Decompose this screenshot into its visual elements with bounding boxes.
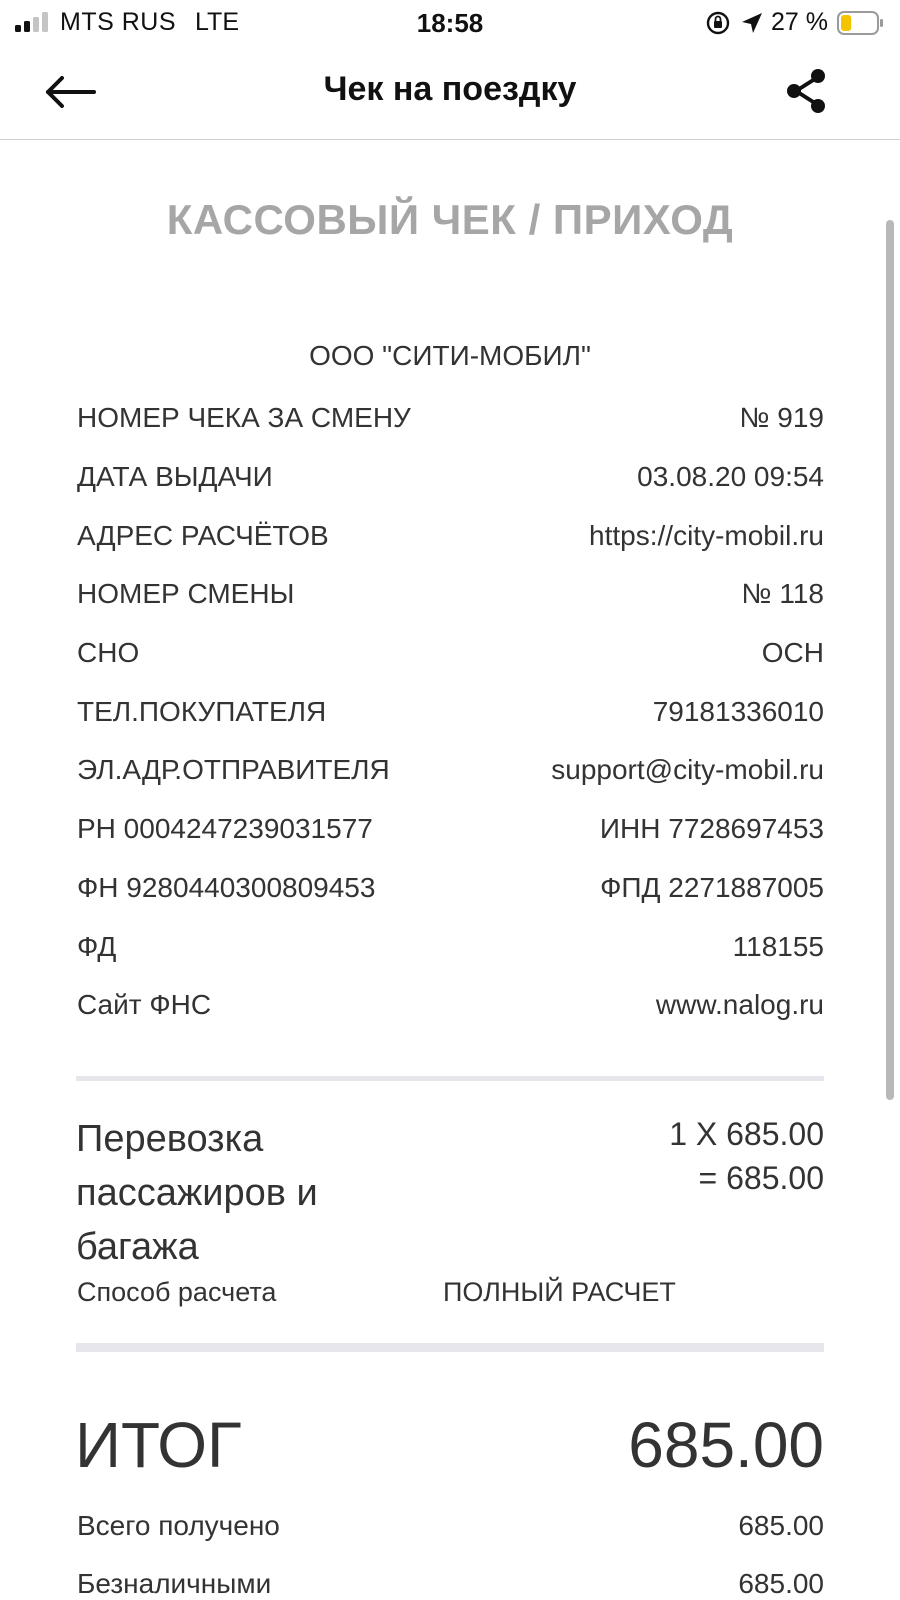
page-title: Чек на поездку <box>323 70 577 108</box>
cashless-value: 685.00 <box>738 1568 824 1599</box>
divider <box>76 1076 824 1081</box>
row-label: НОМЕР СМЕНЫ <box>77 578 295 610</box>
receipt-info-table <box>77 389 824 1035</box>
cashless-label: Безналичными <box>77 1568 272 1599</box>
receipt-row <box>77 624 824 683</box>
tax-site-link[interactable]: www.nalog.ru <box>655 989 824 1021</box>
row-value: ОСН <box>761 637 824 669</box>
row-label: ФД <box>77 930 117 962</box>
receipt-row <box>77 859 824 918</box>
sender-email-link[interactable]: support@city-mobil.ru <box>551 754 824 786</box>
location-arrow-icon <box>740 10 764 36</box>
item-name: Перевозка пассажиров и багажа <box>76 1118 318 1268</box>
row-value: 118155 <box>732 930 824 962</box>
battery-percent: 27 % <box>771 8 828 36</box>
battery-icon <box>837 11 883 35</box>
row-value: ИНН 7728697453 <box>599 813 824 845</box>
total-label: ИТОГ <box>75 1409 242 1481</box>
row-value: № 919 <box>739 402 824 434</box>
item-sum-line: = 685.00 <box>698 1160 824 1196</box>
row-value: № 118 <box>741 578 824 610</box>
status-time: 18:58 <box>416 8 484 38</box>
company-name: ООО "СИТИ-МОБИЛ" <box>309 340 591 371</box>
receipt-row <box>77 800 824 859</box>
row-label: ДАТА ВЫДАЧИ <box>77 461 273 493</box>
receipt-row <box>77 917 824 976</box>
row-label: Сайт ФНС <box>77 989 212 1021</box>
payment-method-value: ПОЛНЫЙ РАСЧЕТ <box>443 1277 676 1307</box>
row-label: СНО <box>77 637 140 669</box>
total-value: 685.00 <box>628 1409 824 1481</box>
divider <box>76 1343 824 1352</box>
receipt-row <box>77 741 824 800</box>
row-label: ФН 9280440300809453 <box>77 871 376 903</box>
received-row <box>77 1510 824 1542</box>
payment-method-label: Способ расчета <box>77 1277 277 1307</box>
row-label: ЭЛ.АДР.ОТПРАВИТЕЛЯ <box>77 754 390 786</box>
row-value: 03.08.20 09:54 <box>637 461 824 493</box>
receipt-row <box>77 976 824 1035</box>
receipt-row <box>77 389 824 448</box>
receipt-row <box>77 448 824 507</box>
share-icon <box>787 69 825 113</box>
receipt-row <box>77 565 824 624</box>
row-label: НОМЕР ЧЕКА ЗА СМЕНУ <box>77 402 411 434</box>
row-label: ТЕЛ.ПОКУПАТЕЛЯ <box>77 695 327 727</box>
received-label: Всего получено <box>77 1510 280 1541</box>
status-bar <box>0 0 900 46</box>
item-quantity-price <box>524 1112 824 1200</box>
orientation-lock-icon <box>705 10 731 36</box>
row-label: АДРЕС РАСЧЁТОВ <box>77 519 329 551</box>
row-label: РН 0004247239031577 <box>77 813 373 845</box>
row-value: 79181336010 <box>652 695 824 727</box>
row-value: ФПД 2271887005 <box>600 871 824 903</box>
receipt-heading: КАССОВЫЙ ЧЕК / ПРИХОД <box>166 196 734 243</box>
nav-header <box>0 46 900 140</box>
item-quantity-line: 1 X 685.00 <box>669 1116 824 1152</box>
receipt-row <box>77 682 824 741</box>
carrier-name: MTS RUS <box>60 8 176 36</box>
share-button[interactable] <box>782 66 832 116</box>
settlement-address-link[interactable]: https://city-mobil.ru <box>589 519 824 551</box>
cashless-row <box>77 1568 824 1600</box>
receipt-row <box>77 506 824 565</box>
network-type: LTE <box>195 8 239 36</box>
received-value: 685.00 <box>738 1510 824 1541</box>
